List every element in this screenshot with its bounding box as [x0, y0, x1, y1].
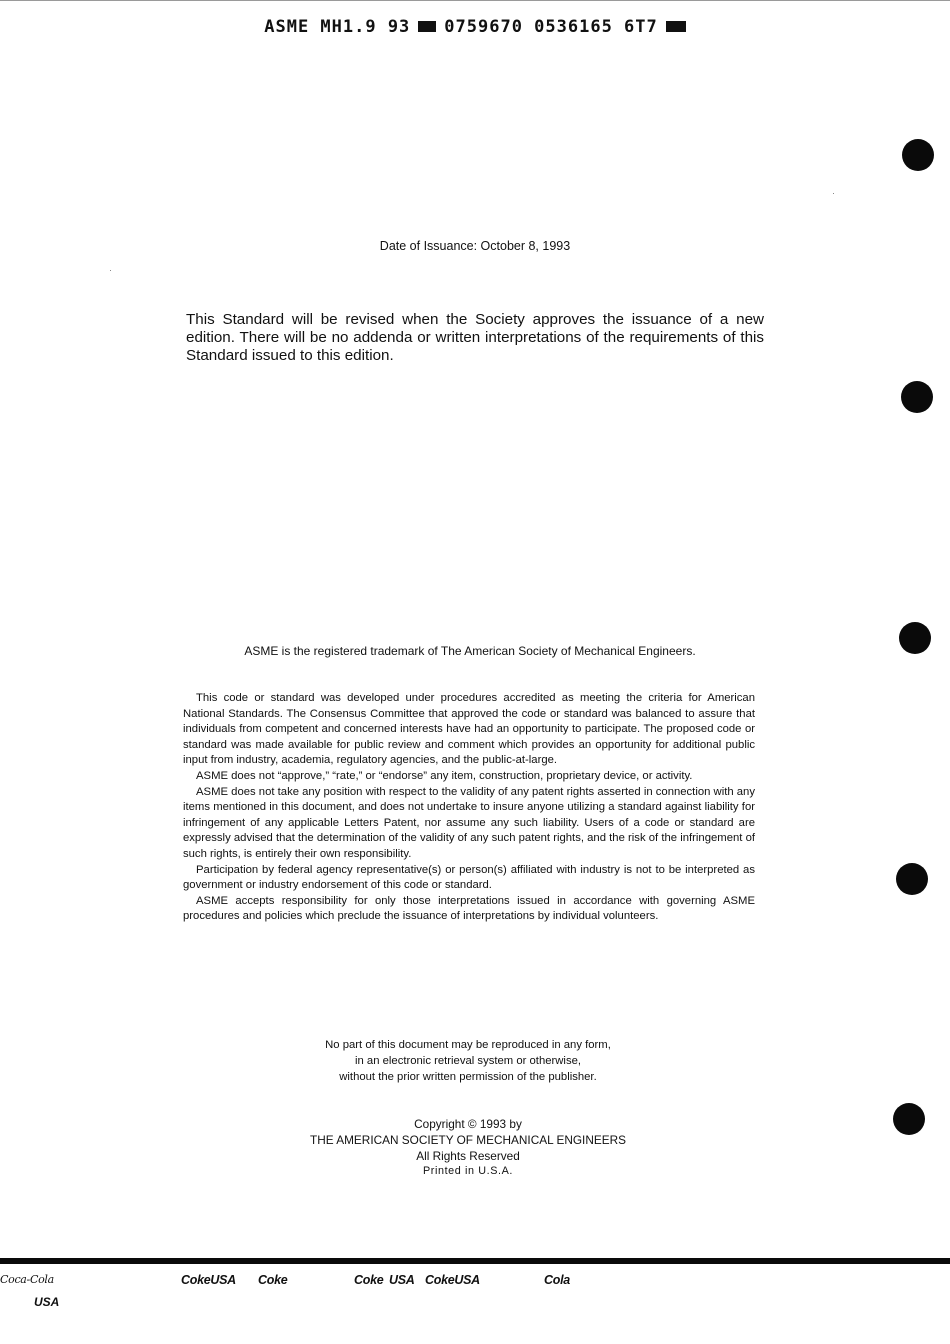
disclaimer-paragraph: Participation by federal agency representative(s) or person(s) affiliated with industry is not to be interpreted as government or industry endorsement of this code or standard.: [183, 863, 755, 892]
copyright-line: Copyright © 1993 by: [414, 1117, 522, 1131]
reproduction-notice: [0, 1038, 936, 1085]
bottom-rule: [0, 1258, 950, 1264]
header-code-part2: 0759670 0536165 6T7: [444, 17, 658, 37]
punch-hole: [901, 381, 933, 413]
header-code-part1: ASME MH1.9 93: [264, 17, 411, 37]
copyright-block: [0, 1117, 936, 1180]
rights-reserved: All Rights Reserved: [416, 1148, 520, 1163]
footer-watermark: Coke: [258, 1273, 288, 1287]
document-header-code: [0, 17, 950, 37]
footer-watermark: Coke: [354, 1273, 384, 1287]
footer-watermark: USA: [389, 1273, 415, 1287]
date-of-issuance: Date of Issuance: October 8, 1993: [379, 239, 571, 253]
footer-watermark: USA: [34, 1295, 60, 1309]
footer-watermark: CokeUSA: [425, 1273, 480, 1287]
reproduction-line: in an electronic retrieval system or otherwise,: [354, 1054, 582, 1067]
footer-watermark: CokeUSA: [181, 1273, 236, 1287]
publisher-name: THE AMERICAN SOCIETY OF MECHANICAL ENGINEERS: [310, 1132, 626, 1147]
printed-in: Printed in U.S.A.: [422, 1165, 513, 1178]
trademark-notice: ASME is the registered trademark of The American Society of Mechanical Engineers.: [244, 644, 696, 658]
disclaimer-paragraph: This code or standard was developed under procedures accredited as meeting the criteria for American National Standards. The Consensus Committee that approved the code or standard was balanced to assure that individuals from competent and concerned interests have had an opportunity to participate. The proposed code or standard was made available for public review and comment which provides an opportunity for additional public input from industry, academia, regulatory agencies, and the public-at-large.: [183, 692, 755, 767]
redaction-block: [418, 21, 436, 32]
footer-watermark: Coca-Cola: [0, 1273, 54, 1286]
disclaimer-text: [183, 691, 755, 925]
scan-speck: [110, 270, 111, 271]
redaction-block: [666, 21, 686, 32]
reproduction-line: without the prior written permission of the publisher.: [339, 1070, 597, 1083]
reproduction-line: No part of this document may be reproduced in any form,: [325, 1039, 611, 1051]
scan-speck: [833, 193, 834, 194]
disclaimer-paragraph: ASME accepts responsibility for only those interpretations issued in accordance with governing ASME procedures and policies which preclude the issuance of interpretations by individual volunteers.: [183, 894, 755, 923]
punch-hole: [896, 863, 928, 895]
punch-hole: [902, 139, 934, 171]
disclaimer-paragraph: ASME does not “approve,” “rate,” or “endorse” any item, construction, proprietary device, or activity.: [196, 769, 693, 782]
top-rule: [0, 0, 950, 1]
revision-notice: This Standard will be revised when the Society approves the issuance of a new edition. There will be no addenda or written interpretations of the requirements of this Standard issued to this edition.: [186, 311, 764, 364]
footer-watermark: Cola: [544, 1273, 570, 1287]
disclaimer-paragraph: ASME does not take any position with respect to the validity of any patent rights asserted in connection with any items mentioned in this document, and does not undertake to insure anyone utilizing a standard against liability for infringement of any applicable Letters Patent, nor assume any such liability. Users of a code or standard are expressly advised that the determination of the validity of any such patent rights, and the risk of the infringement of such rights, is entirely their own responsibility.: [183, 785, 755, 860]
